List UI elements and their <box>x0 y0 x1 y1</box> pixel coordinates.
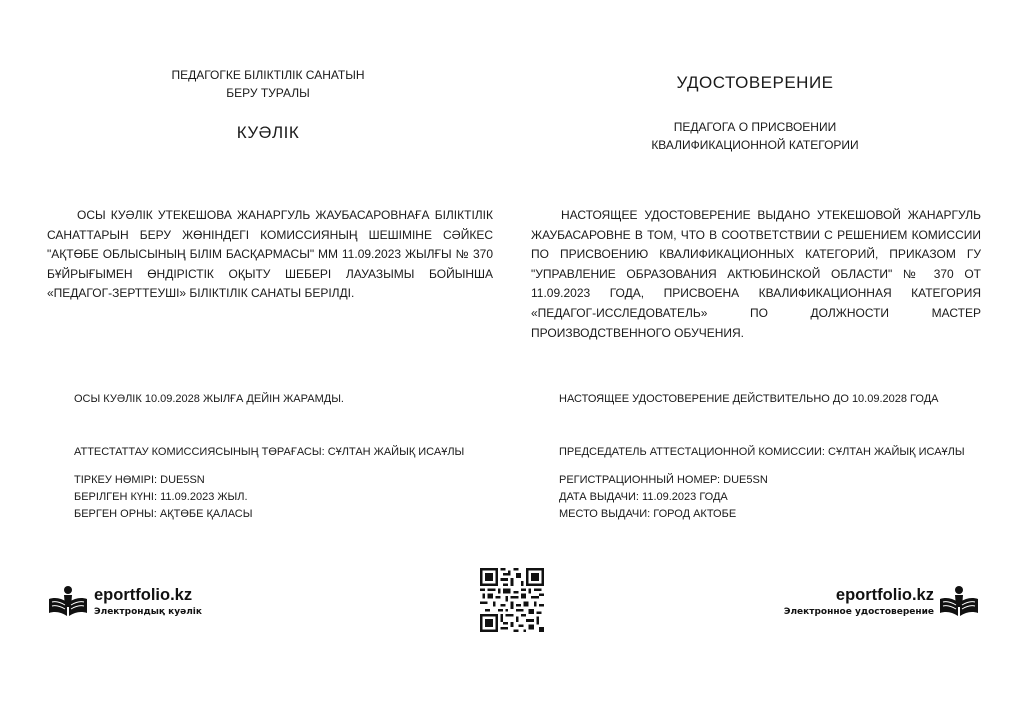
kz-reg-number: ТІРКЕУ НӨМІРІ: DUE5SN <box>74 474 205 486</box>
kz-issue-place: БЕРГЕН ОРНЫ: АҚТӨБЕ ҚАЛАСЫ <box>74 508 253 520</box>
kz-heading <box>118 66 418 102</box>
kz-title: КУӘЛІК <box>236 123 300 142</box>
kz-issue-date: БЕРІЛГЕН КҮНІ: 11.09.2023 ЖЫЛ. <box>74 491 248 503</box>
ru-heading <box>605 118 905 154</box>
qr-code <box>480 568 544 632</box>
kz-chairman: АТТЕСТАТТАУ КОМИССИЯСЫНЫҢ ТӨРАҒАСЫ: СҰЛТАН ЖАЙЫҚ ИСАҰЛЫ <box>74 446 465 458</box>
kz-heading-line2: БЕРУ ТУРАЛЫ <box>226 86 310 100</box>
ru-logo <box>780 585 980 625</box>
ru-logo-name: eportfolio.kz <box>835 586 934 604</box>
kz-valid: ОСЫ КУӘЛІК 10.09.2028 ЖЫЛҒА ДЕЙІН ЖАРАМДЫ. <box>74 393 344 405</box>
kz-body: ОСЫ КУӘЛІК УТЕКЕШОВА ЖАНАРГУЛЬ ЖАУБАСАРОВНАҒА БІЛІКТІЛІК САНАТТАРЫН БЕРУ ЖӨНІНДЕГІ КОМИССИЯНЫҢ ШЕШІМІНЕ СӘЙКЕС "АҚТӨБЕ ОБЛЫСЫНЫҢ БІЛІМ БАСҚАРМАСЫ" ММ 11.09.2023 ЖЫЛҒЫ № 370 БҰЙРЫҒЫМЕН ӨНДІРІСТІК ОҚЫТУ ШЕБЕРІ ЛАУАЗЫМЫ БОЙЫНША «ПЕДАГОГ-ЗЕРТТЕУШІ» БІЛІКТІЛІК САНАТЫ БЕРІЛДІ. <box>47 208 493 301</box>
ru-chairman: ПРЕДСЕДАТЕЛЬ АТТЕСТАЦИОННОЙ КОМИССИИ: СҰЛТАН ЖАЙЫҚ ИСАҰЛЫ <box>559 446 965 458</box>
ru-title: УДОСТОВЕРЕНИЕ <box>676 73 834 92</box>
ru-reg-number: РЕГИСТРАЦИОННЫЙ НОМЕР: DUE5SN <box>559 474 768 486</box>
kz-logo-subtitle: Электрондық куәлік <box>94 607 202 617</box>
ru-heading-line2: КВАЛИФИКАЦИОННОЙ КАТЕГОРИИ <box>651 138 859 152</box>
ru-issue-place: МЕСТО ВЫДАЧИ: ГОРОД АКТОБЕ <box>559 508 737 520</box>
ru-issue-date: ДАТА ВЫДАЧИ: 11.09.2023 ГОДА <box>559 491 728 503</box>
ru-heading-line1: ПЕДАГОГА О ПРИСВОЕНИИ <box>673 120 837 134</box>
ru-valid: НАСТОЯЩЕЕ УДОСТОВЕРЕНИЕ ДЕЙСТВИТЕЛЬНО ДО 10.09.2028 ГОДА <box>559 393 939 405</box>
kz-heading-line1: ПЕДАГОГКЕ БІЛІКТІЛІК САНАТЫН <box>171 68 365 82</box>
book-reader-icon <box>47 585 89 619</box>
kz-logo-name: eportfolio.kz <box>94 586 193 604</box>
ru-body: НАСТОЯЩЕЕ УДОСТОВЕРЕНИЕ ВЫДАНО УТЕКЕШОВОЙ ЖАНАРГУЛЬ ЖАУБАСАРОВНЕ В ТОМ, ЧТО В СООТВЕТСТВИИ С РЕШЕНИЕМ КОМИССИИ ПО ПРИСВОЕНИЮ КВАЛИФИКАЦИОННЫХ КАТЕГОРИЙ, ПРИКАЗОМ ГУ "УПРАВЛЕНИЕ ОБРАЗОВАНИЯ АКТЮБИНСКОЙ ОБЛАСТИ" № 370 ОТ 11.09.2023 ГОДА, ПРИСВОЕНА КВАЛИФИКАЦИОННАЯ КАТЕГОРИЯ «ПЕДАГОГ-ИССЛЕДОВАТЕЛЬ» ПО ДОЛЖНОСТИ МАСТЕР ПРОИЗВОДСТВЕННОГО ОБУЧЕНИЯ. <box>531 208 981 340</box>
kz-logo <box>47 585 247 625</box>
ru-logo-subtitle: Электронное удостоверение <box>783 607 934 617</box>
book-reader-icon <box>938 585 980 619</box>
